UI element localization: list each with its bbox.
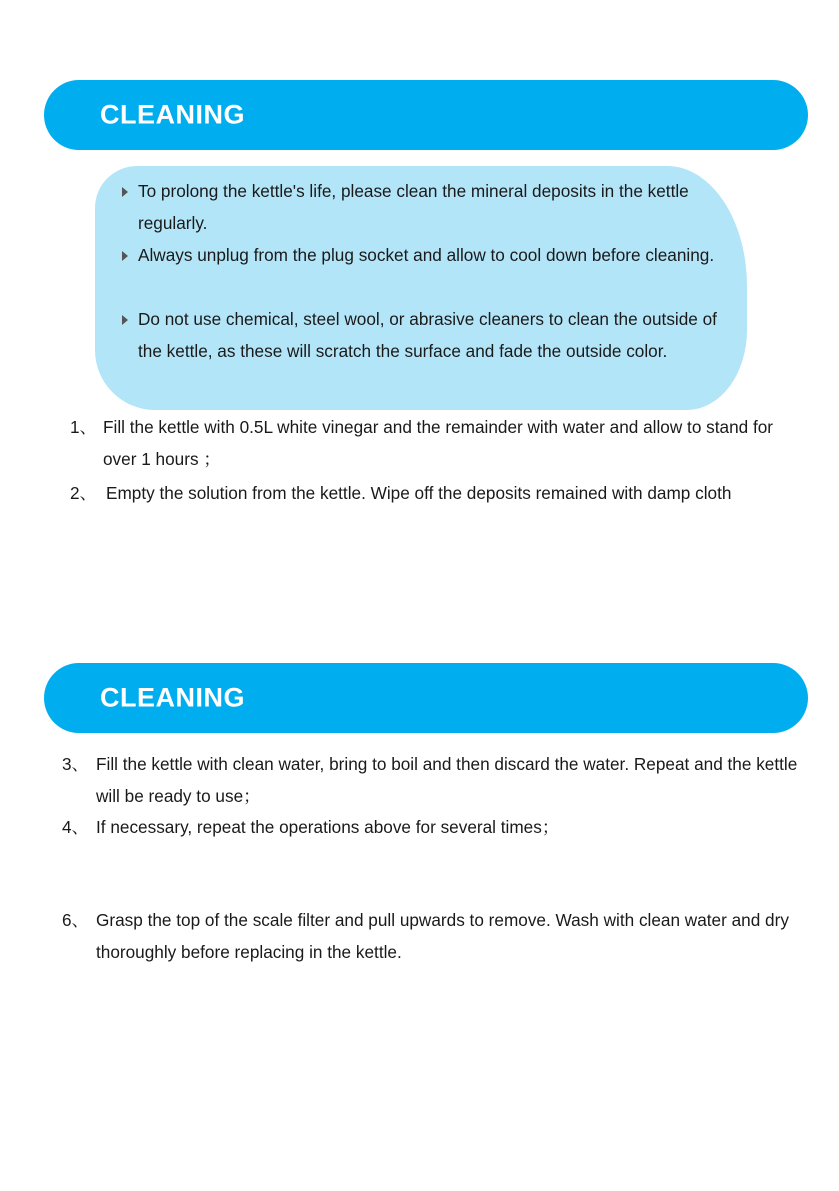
notice-bullet (122, 175, 732, 239)
step-number: 3、 (62, 754, 89, 774)
arrow-right-icon (122, 251, 128, 261)
cleaning-step-3 (62, 748, 802, 812)
notice-bullet-text: Do not use chemical, steel wool, or abrasive cleaners to clean the outside of the kettle, as these will scratch the surface and fade the outside color. (138, 309, 717, 361)
notice-bullet-text: To prolong the kettle's life, please clean the mineral deposits in the kettle regularly. (138, 181, 689, 233)
notice-bullet (122, 303, 732, 367)
section-title: CLEANING (100, 682, 245, 713)
section-title: CLEANING (100, 99, 245, 130)
notice-bullet (122, 239, 732, 271)
arrow-right-icon (122, 315, 128, 325)
step-number: 1、 (70, 417, 97, 437)
cleaning-step-1 (70, 411, 800, 475)
cleaning-step-4 (62, 811, 802, 843)
cleaning-step-6 (62, 904, 802, 968)
notice-box (95, 166, 747, 410)
cleaning-step-2 (70, 477, 800, 509)
section-banner-cleaning-1 (44, 80, 808, 150)
step-text: Fill the kettle with clean water, bring to boil and then discard the water. Repeat and the kettle will be ready to use； (96, 754, 798, 806)
section-banner-cleaning-2 (44, 663, 808, 733)
step-text: Fill the kettle with 0.5L white vinegar and the remainder with water and allow to stand for over 1 hours ； (103, 417, 774, 469)
step-text: Empty the solution from the kettle. Wipe off the deposits remained with damp cloth (106, 483, 732, 503)
step-text: If necessary, repeat the operations above for several times； (96, 817, 560, 837)
step-text: Grasp the top of the scale filter and pull upwards to remove. Wash with clean water and dry thoroughly before replacing in the kettle. (96, 910, 789, 962)
notice-bullet-text: Always unplug from the plug socket and allow to cool down before cleaning. (138, 245, 715, 265)
step-number: 6、 (62, 910, 89, 930)
step-number: 4、 (62, 817, 89, 837)
step-number: 2、 (70, 483, 97, 503)
arrow-right-icon (122, 187, 128, 197)
